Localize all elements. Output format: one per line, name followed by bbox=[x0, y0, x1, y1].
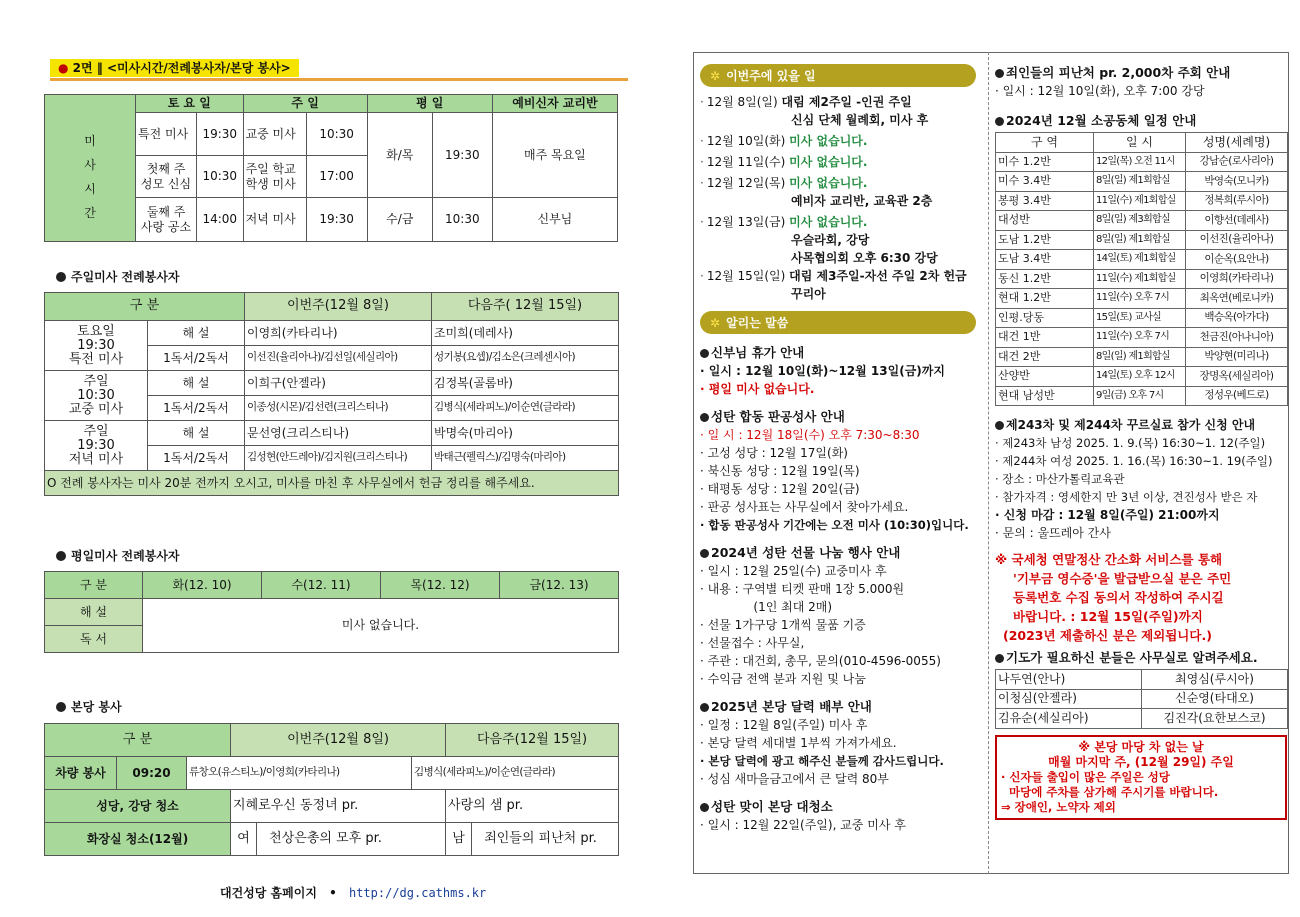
group-sunday-evening: 주일 19:30 저녁 미사 bbox=[45, 421, 148, 471]
event-item: · 12월 11일(수) 미사 없습니다. bbox=[700, 155, 868, 169]
group-leader: 천금진(아나니아) bbox=[1186, 328, 1288, 348]
notices-banner: ✲ 알리는 말씀 bbox=[700, 311, 976, 334]
no-mass-note: 미사 없습니다. bbox=[143, 599, 619, 653]
header-saturday: 토 요 일 bbox=[136, 95, 244, 113]
weekday-days: 화/목 bbox=[367, 113, 432, 198]
this-week-name: 이종성(시몬)/김선련(크리스티나) bbox=[245, 396, 432, 421]
small-group-row bbox=[996, 211, 1288, 231]
this-week-name: 이선진(율리아나)/김선일(세실리아) bbox=[245, 346, 432, 371]
col-category: 구 분 bbox=[45, 572, 143, 599]
car-service-time: 09:20 bbox=[117, 757, 187, 790]
small-group-row bbox=[996, 250, 1288, 270]
prayer-title: 기도가 필요하신 분들은 사무실로 알려주세요. bbox=[995, 649, 1287, 667]
small-group-row bbox=[996, 230, 1288, 250]
cleaning-label: 성당, 강당 청소 bbox=[45, 790, 231, 823]
cursillo-notice: 제243차 및 제244차 꾸르실료 참가 신청 안내 · 제243차 남성 2025. 1. 9.(목) 16:30~1. 12(주일) · 제244차 여성 2025. 1. 16.(목) 16:30~1. 19(주일) · 장소 : 마산가톨릭교육관 · 참가자격 : 영세한지 만 3년 이상, 견진성사 받은 자 · 신청 마감 : 12월 8일(주일) 21:00까지 · 문의 : 울뜨레아 간사 bbox=[995, 418, 1273, 540]
event-item: · 12월 12일(목) 미사 없습니다. bbox=[700, 176, 868, 190]
next-week-name: 조미희(데레사) bbox=[432, 321, 619, 346]
this-week-name: 이영희(카타리나) bbox=[245, 321, 432, 346]
header-sunday: 주 일 bbox=[243, 95, 367, 113]
group-datetime: 8일(일) 제1회합실 bbox=[1094, 347, 1186, 367]
group-datetime: 11일(수) 제1회합실 bbox=[1094, 191, 1186, 211]
cleaning-this-week: 지혜로우신 동정녀 pr. bbox=[231, 790, 446, 823]
role: 1독서/2독서 bbox=[148, 346, 245, 371]
bullet-icon bbox=[995, 421, 1004, 430]
catechumen-time: 매주 목요일 bbox=[492, 113, 617, 198]
sun-mass-name: 저녁 미사 bbox=[243, 198, 306, 242]
group-datetime: 11일(수) 제1회합실 bbox=[1094, 269, 1186, 289]
bullet-icon bbox=[56, 272, 66, 282]
event-item: · 12월 10일(화) 미사 없습니다. bbox=[700, 134, 868, 148]
group-leader: 이영희(카타리나) bbox=[1186, 269, 1288, 289]
sun-mass-name: 주일 학교 학생 미사 bbox=[243, 156, 306, 198]
homepage-footer: 대건성당 홈페이지 • http://dg.cathms.kr bbox=[220, 886, 487, 900]
col-next-week: 다음주( 12월 15일) bbox=[432, 293, 619, 321]
event-item: · 12월 8일(일) 대림 제2주일 -인권 주일 bbox=[700, 95, 912, 109]
next-week-name: 박태근(펠릭스)/김명숙(마리아) bbox=[432, 446, 619, 471]
col-category: 구 분 bbox=[45, 724, 231, 757]
star-icon: ✲ bbox=[710, 316, 721, 330]
group-leader: 박영숙(모니카) bbox=[1186, 172, 1288, 192]
next-week-name: 성기봉(요셉)/김소은(크레센시아) bbox=[432, 346, 619, 371]
sat-mass-name: 첫째 주 성모 신심 bbox=[136, 156, 197, 198]
small-group-row bbox=[996, 269, 1288, 289]
col-tue: 화(12. 10) bbox=[143, 572, 262, 599]
header-catechumen: 예비신자 교리반 bbox=[492, 95, 617, 113]
group-datetime: 14일(토) 오후 12시 bbox=[1094, 367, 1186, 387]
weekday-servers-table bbox=[44, 571, 619, 653]
group-leader: 최옥연(베로니카) bbox=[1186, 289, 1288, 309]
group-leader: 이향선(데레사) bbox=[1186, 211, 1288, 231]
col-next-week: 다음주(12월 15일) bbox=[446, 724, 619, 757]
next-week-name: 김병식(세라피노)/이순연(글라라) bbox=[432, 396, 619, 421]
prayer-name: 나두연(안나) bbox=[996, 670, 1142, 690]
mass-schedule-table bbox=[44, 94, 618, 242]
this-week-name: 이희구(안젤라) bbox=[245, 371, 432, 396]
group-datetime: 11일(수) 오후 7시 bbox=[1094, 328, 1186, 348]
this-week-events: · 12월 8일(일) 대림 제2주일 -인권 주일 신심 단체 월례회, 미사 후 · 12월 10일(화) 미사 없습니다. · 12월 11일(수) 미사 없습니다. · 12월 12일(목) 미사 없습니다. 예비자 교리반, 교육관 2층 · 12월 13일(금) 미사 없습니다. 우슬라회, 강당 사목협의회 오후 6:30 강당 · 12월 15일(일) 대림 제3주일-자선 주일 2차 헌금 꾸리아 bbox=[700, 93, 980, 303]
header-rule bbox=[50, 78, 628, 81]
col-datetime: 일 시 bbox=[1094, 133, 1186, 153]
sunday-servers-title: 주일미사 전례봉사자 bbox=[56, 268, 180, 285]
toilet-female: 여 천상은총의 모후 pr. bbox=[231, 823, 446, 856]
role: 해 설 bbox=[148, 371, 245, 396]
group-datetime: 14일(토) 제1회합실 bbox=[1094, 250, 1186, 270]
car-this-week: 류창오(유스티노)/이영희(카타리나) bbox=[187, 757, 412, 790]
bullet-icon bbox=[995, 69, 1004, 78]
event-item: · 12월 13일(금) 미사 없습니다. bbox=[700, 215, 868, 229]
sat-mass-time: 14:00 bbox=[197, 198, 244, 242]
col-area: 구 역 bbox=[996, 133, 1094, 153]
sunday-servers-table bbox=[44, 292, 619, 496]
servers-footnote: O 전례 봉사자는 미사 20분 전까지 오시고, 미사를 마친 후 사무실에서 헌금 정리를 해주세요. bbox=[45, 471, 619, 496]
prayer-name: 김진각(요한보스코) bbox=[1142, 709, 1288, 729]
group-area: 미수 3.4반 bbox=[996, 172, 1094, 192]
col-name: 성명(세례명) bbox=[1186, 133, 1288, 153]
prayer-name: 신순영(타대오) bbox=[1142, 689, 1288, 709]
right-right-column bbox=[995, 64, 1287, 820]
next-week-name: 박명숙(마리아) bbox=[432, 421, 619, 446]
bullet-icon bbox=[700, 703, 709, 712]
small-group-row bbox=[996, 386, 1288, 406]
role: 해 설 bbox=[148, 321, 245, 346]
notice-cleanup: 성탄 맞이 본당 대청소 · 일시 : 12월 22일(주일), 교중 미사 후 bbox=[700, 799, 906, 832]
group-area: 미수 1.2반 bbox=[996, 152, 1094, 172]
prayer-name: 최영심(루시아) bbox=[1142, 670, 1288, 690]
group-leader: 백승옥(아가다) bbox=[1186, 308, 1288, 328]
role: 해 설 bbox=[148, 421, 245, 446]
group-area: 봉평 3.4반 bbox=[996, 191, 1094, 211]
header-bullet-icon: ● bbox=[58, 61, 69, 75]
sat-mass-time: 19:30 bbox=[197, 113, 244, 156]
role-commentary: 해 설 bbox=[45, 599, 143, 626]
bullet-icon bbox=[56, 702, 66, 712]
group-datetime: 8일(일) 제1회합실 bbox=[1094, 172, 1186, 192]
sun-mass-time: 19:30 bbox=[306, 198, 367, 242]
group-area: 대건 1반 bbox=[996, 328, 1094, 348]
weekday-servers-title: 평일미사 전례봉사자 bbox=[56, 547, 180, 564]
col-this-week: 이번주(12월 8일) bbox=[245, 293, 432, 321]
header-label: 2면 ‖ <미사시간/전례봉사자/본당 봉사> bbox=[72, 61, 291, 75]
group-datetime: 12일(목) 오전 11시 bbox=[1094, 152, 1186, 172]
catechumen-teacher: 신부님 bbox=[492, 198, 617, 242]
this-week-name: 문선영(크리스티나) bbox=[245, 421, 432, 446]
group-area: 도남 3.4반 bbox=[996, 250, 1094, 270]
sat-mass-name: 둘째 주 사랑 공소 bbox=[136, 198, 197, 242]
small-group-row bbox=[996, 289, 1288, 309]
next-week-name: 김정복(골롬바) bbox=[432, 371, 619, 396]
role: 1독서/2독서 bbox=[148, 396, 245, 421]
tax-notice: ※ 국세청 연말정산 간소화 서비스를 통해 '기부금 영수증'을 발급받으실 분은 주민 등록번호 수집 동의서 작성하여 주시길 바랍니다. : 12월 15일(주일)까지 (2023년 제출하신 분은 제외됩니다.) bbox=[995, 552, 1232, 643]
notice-gift: 2024년 성탄 선물 나눔 행사 안내 · 일시 : 12월 25일(수) 교중미사 후 · 내용 : 구역별 티켓 판매 1장 5.000원 (1인 최대 2매) · 선물 1가구당 1개씩 물품 기증 · 선물접수 : 사무실, · 주관 : 대건회, 총무, 문의(010-4596-0055) · 수익금 전액 분과 지원 및 나눔 bbox=[700, 545, 941, 686]
sun-mass-name: 교중 미사 bbox=[243, 113, 306, 156]
small-group-row bbox=[996, 172, 1288, 192]
page-header-tag bbox=[50, 59, 299, 77]
car-service-label: 차량 봉사 bbox=[45, 757, 117, 790]
bullet-icon bbox=[700, 349, 709, 358]
small-group-row bbox=[996, 367, 1288, 387]
small-groups-title: 2024년 12월 소공동체 일정 안내 bbox=[995, 112, 1287, 130]
col-fri: 금(12. 13) bbox=[500, 572, 619, 599]
homepage-link[interactable]: http://dg.cathms.kr bbox=[348, 886, 487, 900]
small-groups-table bbox=[995, 132, 1288, 406]
group-area: 대건 2반 bbox=[996, 347, 1094, 367]
group-leader: 장명옥(세실리아) bbox=[1186, 367, 1288, 387]
bullet-icon bbox=[995, 654, 1004, 663]
group-area: 현대 1.2반 bbox=[996, 289, 1094, 309]
role-reading: 독 서 bbox=[45, 626, 143, 653]
parish-service-table bbox=[44, 723, 619, 856]
group-saturday: 토요일 19:30 특전 미사 bbox=[45, 321, 148, 371]
sat-mass-time: 10:30 bbox=[197, 156, 244, 198]
this-week-name: 김성현(안드레아)/김지원(크리스티나) bbox=[245, 446, 432, 471]
group-area: 인평.당동 bbox=[996, 308, 1094, 328]
cleaning-next-week: 사랑의 샘 pr. bbox=[446, 790, 619, 823]
group-area: 도남 1.2반 bbox=[996, 230, 1094, 250]
bullet-icon bbox=[56, 551, 66, 561]
notice-leave: 신부님 휴가 안내 · 일시 : 12월 10일(화)~12월 13일(금)까지 · 평일 미사 없습니다. bbox=[700, 345, 945, 396]
parish-service-title: 본당 봉사 bbox=[56, 698, 122, 715]
rosary-notice: 죄인들의 피난처 pr. 2,000차 주회 안내 · 일시 : 12월 10일(화), 오후 7:00 강당 bbox=[995, 65, 1231, 98]
prayer-table bbox=[995, 669, 1288, 729]
schedule-side-label: 미 사 시 간 bbox=[45, 113, 136, 242]
sat-mass-name: 특전 미사 bbox=[136, 113, 197, 156]
bullet-icon bbox=[995, 117, 1004, 126]
group-datetime: 11일(수) 오후 7시 bbox=[1094, 289, 1186, 309]
parking-notice: ※ 본당 마당 차 없는 날 매월 마지막 주, (12월 29일) 주일 · 신자들 출입이 많은 주일은 성당 마당에 주차를 삼가해 주시기를 바랍니다. ⇒ 장애인, 노약자 제외 bbox=[995, 735, 1287, 820]
bullet-icon bbox=[700, 413, 709, 422]
small-group-row bbox=[996, 152, 1288, 172]
weekday-days: 수/금 bbox=[367, 198, 432, 242]
small-group-row bbox=[996, 347, 1288, 367]
group-area: 동신 1.2반 bbox=[996, 269, 1094, 289]
group-datetime: 9일(금) 오후 7시 bbox=[1094, 386, 1186, 406]
group-area: 산양반 bbox=[996, 367, 1094, 387]
small-group-row bbox=[996, 308, 1288, 328]
car-next-week: 김병식(세라피노)/이순연(글라라) bbox=[412, 757, 619, 790]
small-group-row bbox=[996, 328, 1288, 348]
col-wed: 수(12. 11) bbox=[262, 572, 381, 599]
group-area: 대성반 bbox=[996, 211, 1094, 231]
group-datetime: 8일(일) 제1회합실 bbox=[1094, 230, 1186, 250]
schedule-corner bbox=[45, 95, 136, 113]
group-area: 현대 남성반 bbox=[996, 386, 1094, 406]
group-datetime: 8일(일) 제3회합실 bbox=[1094, 211, 1186, 231]
notice-penance: 성탄 합동 판공성사 안내 · 일 시 : 12월 18일(수) 오후 7:30~8:30 · 고성 성당 : 12월 17일(화) · 북신동 성당 : 12월 19일(목) · 태평동 성당 : 12월 20일(금) · 판공 성사표는 사무실에서 찾아가세요. · 합동 판공성사 기간에는 오전 미사 (10:30)입니다. bbox=[700, 409, 969, 532]
toilet-cleaning-label: 화장실 청소(12월) bbox=[45, 823, 231, 856]
bullet-icon bbox=[700, 803, 709, 812]
event-item: · 12월 15일(일) 대림 제3주일-자선 주일 2차 헌금 bbox=[700, 269, 967, 283]
sun-mass-time: 10:30 bbox=[306, 113, 367, 156]
sun-mass-time: 17:00 bbox=[306, 156, 367, 198]
this-week-banner: ✲ 이번주에 있을 일 bbox=[700, 64, 976, 87]
star-icon: ✲ bbox=[710, 69, 721, 83]
header-weekday: 평 일 bbox=[367, 95, 492, 113]
group-leader: 이순옥(요안나) bbox=[1186, 250, 1288, 270]
right-left-column bbox=[700, 64, 980, 834]
role: 1독서/2독서 bbox=[148, 446, 245, 471]
col-thu: 목(12. 12) bbox=[381, 572, 500, 599]
prayer-name: 김유순(세실리아) bbox=[996, 709, 1142, 729]
small-group-row bbox=[996, 191, 1288, 211]
notice-calendar: 2025년 본당 달력 배부 안내 · 일정 : 12월 8일(주일) 미사 후 · 본당 달력 세대별 1부씩 가져가세요. · 본당 달력에 광고 해주신 분들께 감사드립니다. · 성심 새마을금고에서 큰 달력 80부 bbox=[700, 699, 944, 786]
group-leader: 강남순(로사리아) bbox=[1186, 152, 1288, 172]
column-divider bbox=[988, 52, 989, 874]
group-leader: 정복희(루시아) bbox=[1186, 191, 1288, 211]
bullet-icon bbox=[700, 549, 709, 558]
group-datetime: 15일(토) 교사실 bbox=[1094, 308, 1186, 328]
prayer-name: 이청심(안젤라) bbox=[996, 689, 1142, 709]
col-this-week: 이번주(12월 8일) bbox=[231, 724, 446, 757]
group-leader: 이선진(율리아나) bbox=[1186, 230, 1288, 250]
toilet-male: 남 죄인들의 피난처 pr. bbox=[446, 823, 619, 856]
group-leader: 정성우(베드로) bbox=[1186, 386, 1288, 406]
group-sunday-main: 주일 10:30 교중 미사 bbox=[45, 371, 148, 421]
col-category: 구 분 bbox=[45, 293, 245, 321]
weekday-time: 19:30 bbox=[432, 113, 492, 198]
group-leader: 박양현(미리나) bbox=[1186, 347, 1288, 367]
page-header bbox=[50, 57, 299, 76]
weekday-time: 10:30 bbox=[432, 198, 492, 242]
